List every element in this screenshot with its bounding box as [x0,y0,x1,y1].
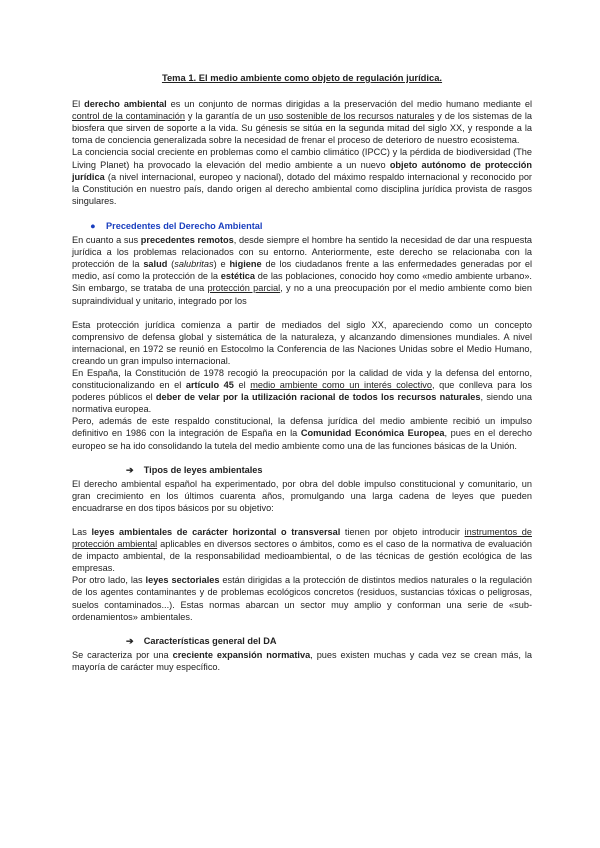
section-heading-precedentes: ● Precedentes del Derecho Ambiental [90,220,263,231]
tipos-paragraph-2: Las leyes ambientales de carácter horizontal o transversal tienen por objeto introducir instrumentos de protección ambiental aplicables en diversos sectores o ámbitos, como es el caso de la normativa de evaluación de impacto ambiental, de la responsabilidad medioambiental, o de las técnicas de gestión ecológica de las empresas. [72,527,532,574]
section-heading-tipos-leyes: ➔ Tipos de leyes ambientales [126,464,263,475]
tipos-paragraph-3: Por otro lado, las leyes sectoriales están dirigidas a la protección de distintos medios naturales o la regulación de los agentes contaminantes y de problemas ecológicos concretos (residuos, sustancias tóxicas o peligrosas, suelos contaminados...). Estas normas abarcan un sector muy amplio y conforman una serie de «sub- ordenamientos» ambientales. [72,575,532,622]
intro-paragraph-1: El derecho ambiental es un conjunto de normas dirigidas a la preservación del medio humano mediante el control de la contaminación y la garantía de un uso sostenible de los recursos naturales y de los sistemas de la biosfera que sirven de soporte a la vida. Su génesis se sitúa en la segunda mitad del siglo XX, y responde a la toma de conciencia generalizada sobre la necesidad de frenar el proceso de deterioro de nuestro ecosistema. [72,99,533,146]
precedentes-paragraph-1: En cuanto a sus precedentes remotos, desde siempre el hombre ha sentido la necesidad de dar una respuesta jurídica a los problemas relacionados con su entorno. Anteriormente, este derecho se relacionaba con la protección de la salud (salubritas) e higiene de los ciudadanos frente a las enfermedades generadas por el medio, así como la protección de la estética de las poblaciones, conocido hoy como «medio ambiente urbano». Sin embargo, se trataba de una protección parcial, y no a una preocupación por el medio ambiente como bien supraindividual y unitario, integrado por los [72,235,533,306]
arrow-right-icon: ➔ [126,635,134,646]
tipos-paragraph-1: El derecho ambiental español ha experimentado, por obra del doble impulso constitucional y comunitario, un gran crecimiento en los últimos cuarenta años, promulgando una larga cadena de leyes que pueden encuadrarse en dos tipos básicos por su objetivo: [72,478,532,513]
bullet-icon: ● [90,220,96,231]
intro-paragraph-2: La conciencia social creciente en problemas como el cambio climático (IPCC) y la pérdida de biodiversidad (The Living Planet) ha provocado la elevación del medio ambiente a un nuevo objeto autónomo de protección jurídica (a nivel internacional, europeo y nacional), dotado del máximo respaldo internacional y reconocido por la Constitución en nuestro país, dando origen al derecho ambiental como disciplina jurídica provista de rasgos singulares. [72,147,532,206]
caracteristicas-paragraph-1: Se caracteriza por una creciente expansión normativa, pues existen muchas y cada vez se crean más, la mayoría de carácter muy específico. [72,649,532,672]
section-heading-caracteristicas: ➔ Características general del DA [126,635,277,646]
arrow-right-icon: ➔ [126,464,134,475]
precedentes-paragraph-2: Esta protección jurídica comienza a partir de mediados del siglo XX, apareciendo como un concepto comprensivo de defensa global y sistemática de la naturaleza, y alcanzando dimensiones mundiales. A nivel internacional, en 1972 se reunió en Estocolmo la Conferencia de las Naciones Unidas sobre el Medio Humano, creando un gran impulso internacional. [72,319,532,366]
document-title: Tema 1. El medio ambiente como objeto de regulación jurídica. [161,72,443,83]
precedentes-paragraph-3: En España, la Constitución de 1978 recogió la preocupación por la calidad de vida y la defensa del entorno, constitucionalizando en el artículo 45 el medio ambiente como un interés colectivo, que conlleva para los poderes públicos el deber de velar por la utilización racional de todos los recursos naturales, siendo una normativa europea. [72,367,533,415]
precedentes-paragraph-4: Pero, además de este respaldo constitucional, la defensa jurídica del medio ambiente recibió un impulso definitivo en 1986 con la integración de España en la Comunidad Económica Europea, pues en el derecho europeo se ha ido consolidando la tutela del medio ambiente como una de las funciones básicas de la Unión. [72,416,532,451]
document-page [72,72,532,673]
